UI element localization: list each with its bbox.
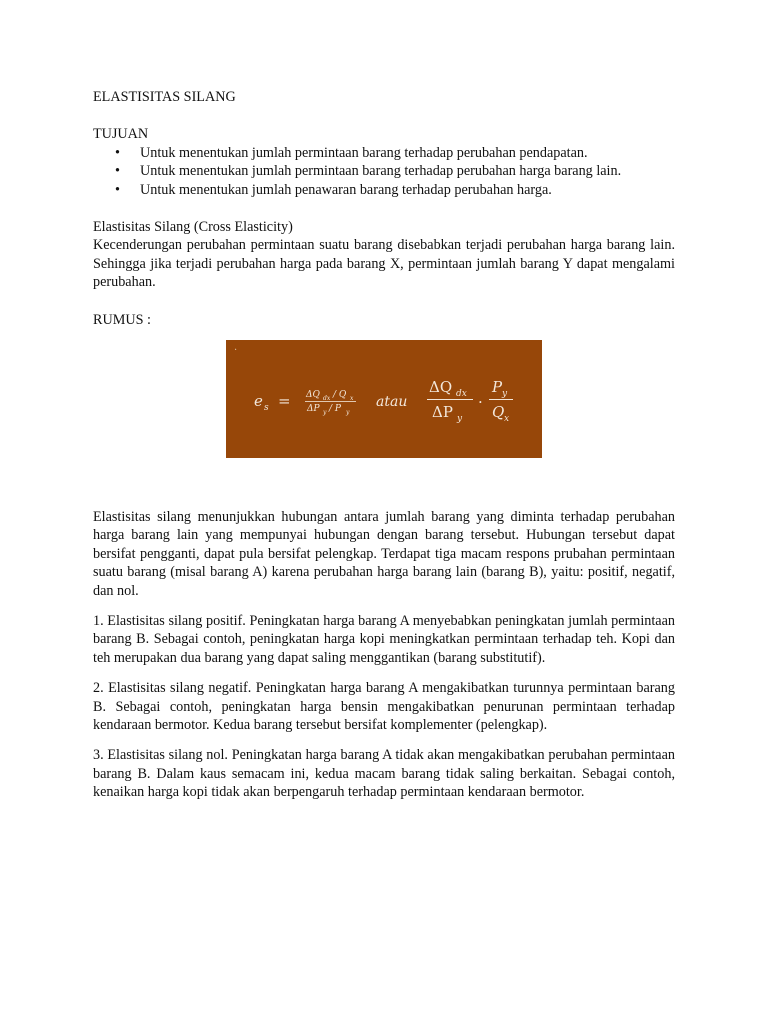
list-item — [93, 144, 675, 162]
formula-svg — [226, 340, 542, 458]
frac1-den-rest-sub: y — [346, 409, 350, 416]
frac3-num: P — [492, 378, 503, 396]
list-item-text: Untuk menentukan jumlah permintaan barang terhadap perubahan pendapatan. — [140, 144, 588, 161]
frac1-den-rest: / P — [329, 404, 341, 414]
paragraph-negative: 2. Elastisitas silang negatif. Peningkatan harga barang A mengakibatkan turunnya permintaan barang B. Sebagai contoh, peningkatan harga bensin mengakibatkan penurunan permintaan terhadap kendaraan bermotor. Kedua barang tersebut bersifat komplementer (pelengkap). — [93, 680, 675, 734]
document-body — [93, 508, 675, 814]
definition-heading: Elastisitas Silang (Cross Elasticity) — [93, 219, 293, 236]
rumus-heading: RUMUS : — [93, 311, 151, 328]
frac1-den: ΔP — [307, 404, 320, 414]
frac3-den: Q — [492, 403, 505, 421]
bullet-icon: • — [115, 163, 120, 180]
definition-text: Kecenderungan perubahan permintaan suatu barang disebabkan terjadi perubahan harga barang lain. Sehingga jika terjadi perubahan harga pada barang X, permintaan jumlah barang Y dapat mengalami perubahan. — [93, 237, 675, 291]
frac3-num-sub: y — [502, 389, 508, 399]
list-item-text: Untuk menentukan jumlah penawaran barang terhadap perubahan harga. — [140, 181, 552, 198]
formula-dot: · — [478, 393, 483, 411]
bullet-icon: • — [115, 144, 120, 161]
frac1-den-sub: y — [323, 409, 327, 416]
frac2-bar — [427, 399, 473, 400]
frac1-num-sub: dx — [323, 395, 331, 402]
paragraph-positive: 1. Elastisitas silang positif. Peningkatan harga barang A menyebabkan peningkatan jumlah permintaan barang B. Sebagai contoh, peningkatan harga kopi meningkatkan permintaan terhadap teh. Kopi dan teh merupakan dua barang yang dapat saling menggantikan (barang substitutif). — [93, 613, 675, 666]
frac3-den-sub: x — [504, 414, 510, 424]
frac2-den-sub: y — [457, 414, 463, 424]
formula-image — [226, 340, 542, 458]
document-top-section — [93, 88, 675, 329]
list-item-text: Untuk menentukan jumlah permintaan barang terhadap perubahan harga barang lain. — [140, 163, 622, 180]
frac1-num-rest-sub: x — [350, 395, 354, 402]
frac2-num: ΔQ — [429, 378, 453, 396]
frac3-bar — [489, 399, 513, 400]
frac1-num-rest: / Q — [333, 390, 347, 400]
frac1-num: ΔQ — [306, 390, 320, 400]
corner-mark: · — [234, 345, 238, 356]
formula-lhs-sub: s — [264, 403, 269, 413]
tujuan-heading: TUJUAN — [93, 126, 149, 143]
formula-equals: = — [278, 392, 291, 410]
frac1-bar — [305, 401, 356, 402]
frac2-num-sub: dx — [456, 389, 467, 399]
document-title: ELASTISITAS SILANG — [93, 89, 236, 105]
list-item — [93, 181, 675, 199]
formula-lhs: e — [254, 392, 263, 410]
list-item — [93, 162, 675, 180]
frac2-den: ΔP — [432, 403, 453, 421]
paragraph-zero: 3. Elastisitas silang nol. Peningkatan harga barang A tidak akan mengakibatkan perubahan permintaan barang B. Dalam kaus semacam ini, kedua macam barang tidak saling berkaitan. Sebagai contoh, kenaikan harga kopi tidak akan berpengaruh terhadap permintaan kendaraan bermotor. — [93, 747, 675, 801]
tujuan-list — [93, 144, 675, 199]
formula-atau: atau — [376, 394, 408, 410]
bullet-icon: • — [115, 181, 120, 198]
paragraph-intro: Elastisitas silang menunjukkan hubungan antara jumlah barang yang diminta terhadap perubahan harga barang lain yang mempunyai hubungan dengan barang tersebut. Hubungan tersebut dapat bersifat pengganti, dapat pula bersifat pelengkap. Terdapat tiga macam respons prubahan permintaan suatu barang (misal barang A) karena perubahan harga barang lain (barang B), yaitu: positif, negatif, dan nol. — [93, 509, 675, 599]
